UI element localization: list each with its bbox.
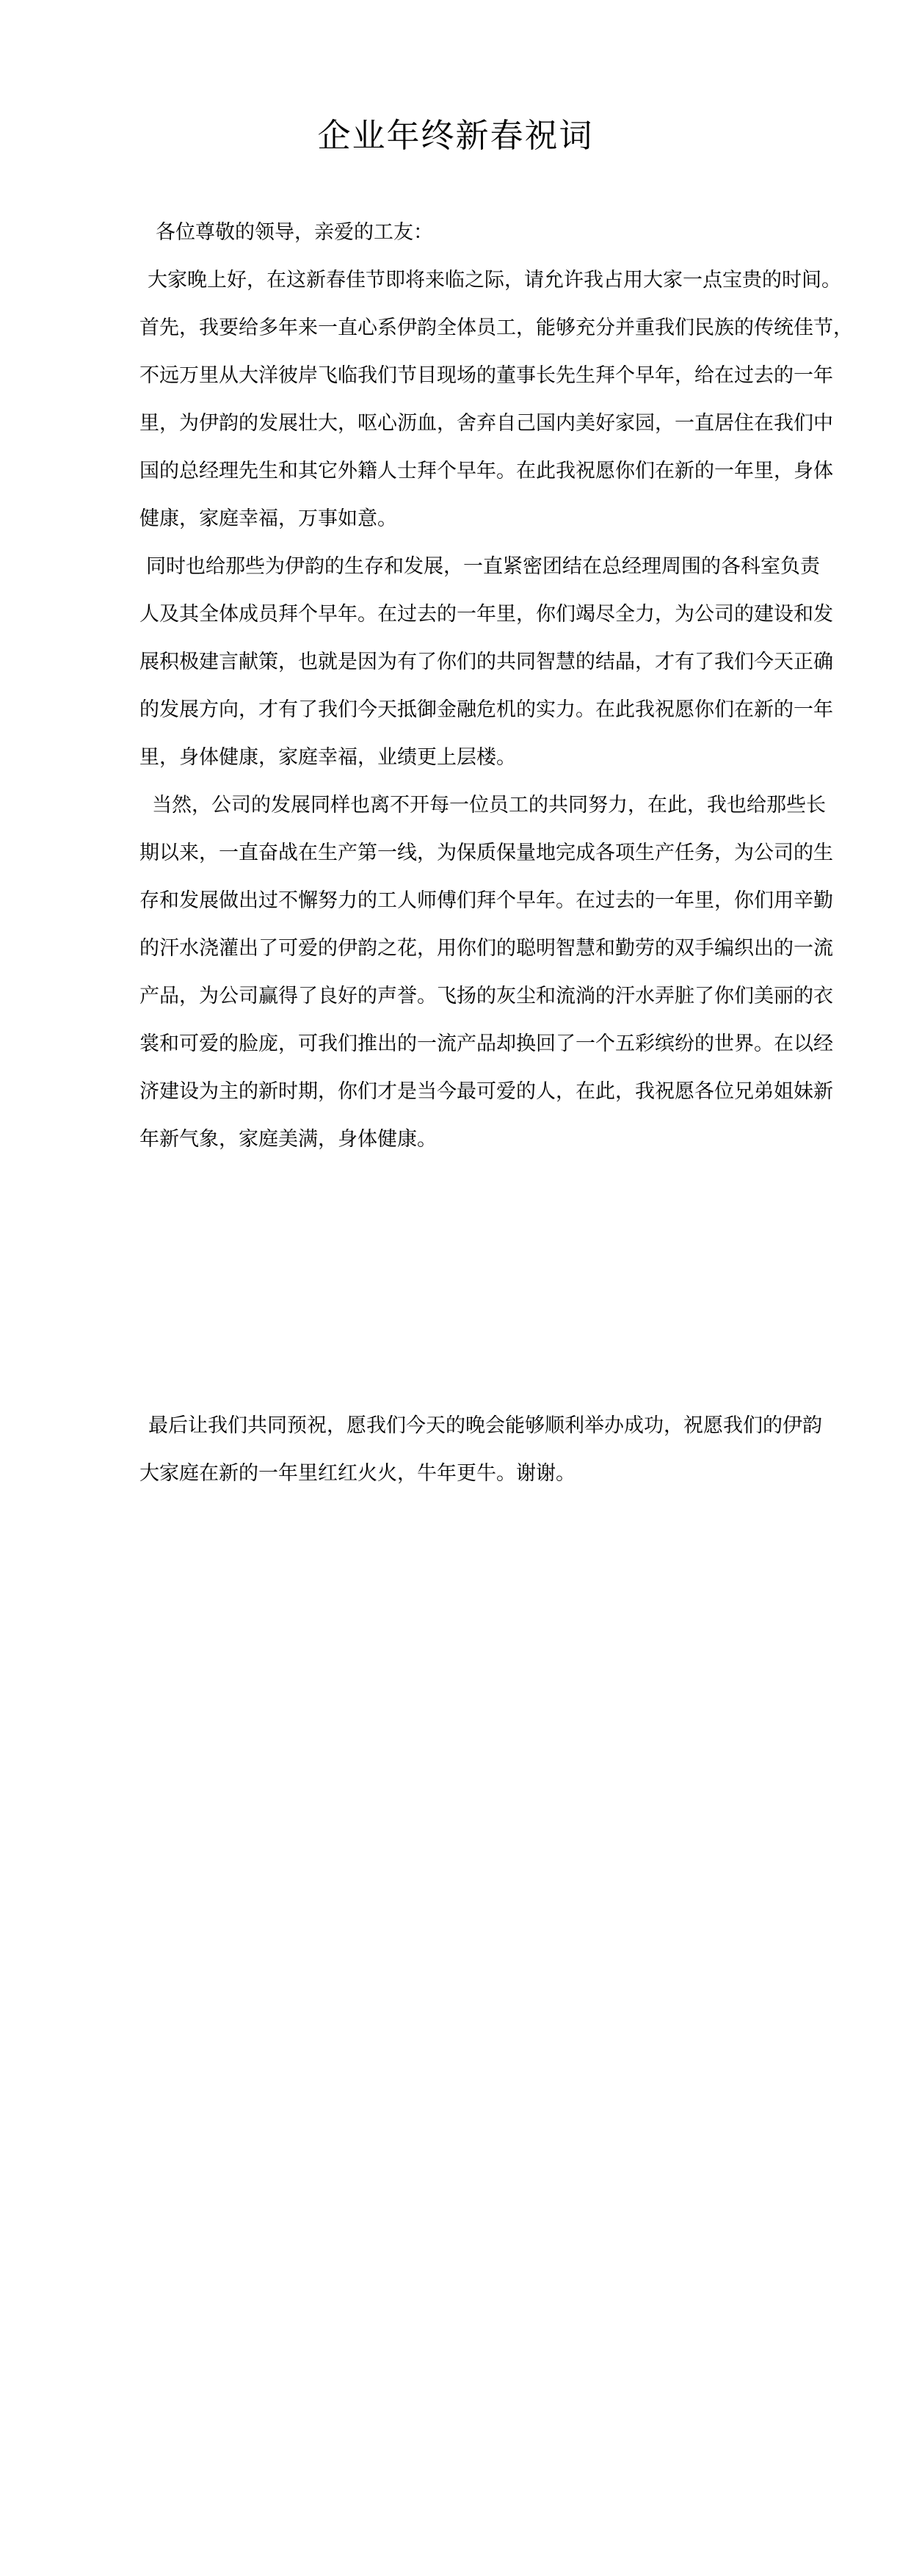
- paragraph: [139, 209, 772, 256]
- paragraph: [139, 543, 833, 781]
- text-line: 大家庭在新的一年里红红火火，牛年更牛。谢谢。: [139, 1462, 576, 1484]
- text-line: 存和发展做出过不懈努力的工人师傅们拜个早年。在过去的一年里，你们用辛勤: [139, 889, 833, 911]
- text-line: 首先，我要给多年来一直心系伊韵全体员工，能够充分并重我们民族的传统佳节，: [139, 316, 853, 339]
- text-line: 同时也给那些为伊韵的生存和发展，一直紧密团结在总经理周围的各科室负责: [146, 555, 820, 577]
- text-line: 健康，家庭幸福，万事如意。: [139, 507, 397, 529]
- text-line: 最后让我们共同预祝，愿我们今天的晚会能够顺利举办成功，祝愿我们的伊韵: [148, 1414, 822, 1436]
- text-line: 各位尊敬的领导，亲爱的工友：: [156, 221, 433, 243]
- paragraph: [139, 304, 853, 543]
- text-line: 不远万里从大洋彼岸飞临我们节目现场的董事长先生拜个早年，给在过去的一年: [139, 364, 833, 386]
- text-line: 年新气象，家庭美满，身体健康。: [139, 1128, 437, 1150]
- text-line: 产品，为公司赢得了良好的声誉。飞扬的灰尘和流淌的汗水弄脏了你们美丽的衣: [139, 985, 833, 1007]
- paragraph: [139, 256, 841, 304]
- document-title: 企业年终新春祝词: [317, 117, 594, 154]
- text-line: 里，身体健康，家庭幸福，业绩更上层楼。: [139, 746, 516, 768]
- document-body: [139, 209, 853, 1497]
- text-line: 期以来，一直奋战在生产第一线，为保质保量地完成各项生产任务，为公司的生: [139, 842, 833, 864]
- text-line: 人及其全体成员拜个早年。在过去的一年里，你们竭尽全力，为公司的建设和发: [139, 603, 833, 625]
- text-line: 当然，公司的发展同样也离不开每一位员工的共同努力，在此，我也给那些长: [152, 794, 826, 816]
- paragraph: [139, 781, 833, 1163]
- text-line: 济建设为主的新时期，你们才是当今最可爱的人，在此，我祝愿各位兄弟姐妹新: [139, 1080, 833, 1102]
- text-line: 裳和可爱的脸庞，可我们推出的一流产品却换回了一个五彩缤纷的世界。在以经: [139, 1032, 833, 1054]
- text-line: 的汗水浇灌出了可爱的伊韵之花，用你们的聪明智慧和勤劳的双手编织出的一流: [139, 937, 833, 959]
- text-line: 展积极建言献策，也就是因为有了你们的共同智慧的结晶，才有了我们今天正确: [139, 651, 833, 673]
- text-line: 大家晚上好，在这新春佳节即将来临之际，请允许我占用大家一点宝贵的时间。: [148, 269, 841, 291]
- text-line: 国的总经理先生和其它外籍人士拜个早年。在此我祝愿你们在新的一年里，身体: [139, 460, 833, 482]
- text-line: 里，为伊韵的发展壮大，呕心沥血，舍弃自己国内美好家园，一直居住在我们中: [139, 412, 833, 434]
- text-line: 的发展方向，才有了我们今天抵御金融危机的实力。在此我祝愿你们在新的一年: [139, 698, 833, 720]
- paragraph: [139, 1402, 822, 1497]
